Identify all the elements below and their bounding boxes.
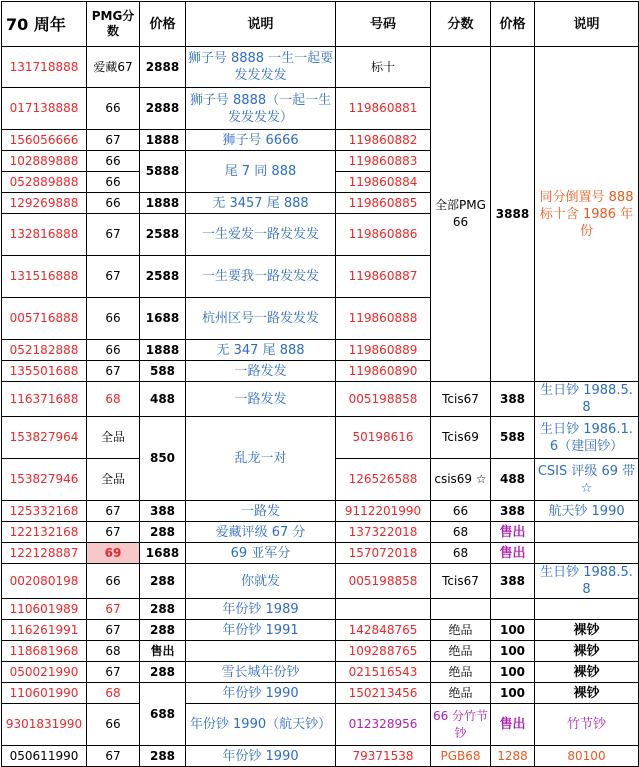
description-cell-2: 生日钞 1988.5.8	[535, 564, 639, 599]
description-cell: 一路发发	[186, 361, 336, 382]
description-cell: 狮子号 6666	[186, 130, 336, 151]
price-cell-2: 1288	[491, 746, 535, 767]
serial-number: 110601990	[2, 683, 87, 704]
description-cell: 一生爱发一路发发发	[186, 214, 336, 256]
serial-number-2: 137322018	[336, 522, 431, 543]
price-cell: 1888	[140, 340, 186, 361]
description-cell: 无 3457 尾 888	[186, 193, 336, 214]
price-cell-2: 售出	[491, 522, 535, 543]
description-cell: 雪长城年份钞	[186, 662, 336, 683]
price-cell: 688	[140, 683, 186, 746]
header-pmg-score: PMG分数	[87, 2, 140, 47]
table-row	[2, 382, 639, 417]
description-cell: 尾 7 同 888	[186, 151, 336, 193]
price-cell: 288	[140, 564, 186, 599]
serial-number-2: 标十	[336, 47, 431, 88]
description-cell: 爱藏评级 67 分	[186, 522, 336, 543]
table-row	[2, 417, 639, 459]
grade-score: 全品	[87, 459, 140, 501]
serial-number: 131516888	[2, 256, 87, 298]
serial-number: 005716888	[2, 298, 87, 340]
description-cell-2: 同分倒置号 888 标十含 1986 年份	[535, 47, 639, 382]
serial-number-2: 119860883	[336, 151, 431, 172]
table-row	[2, 662, 639, 683]
grade-score-2: Tcis67	[431, 382, 491, 417]
serial-number-2: 119860884	[336, 172, 431, 193]
price-cell-2: 388	[491, 564, 535, 599]
description-cell: 杭州区号一路发发发	[186, 298, 336, 340]
price-cell: 1888	[140, 193, 186, 214]
price-cell-2: 388	[491, 501, 535, 522]
header-description: 说明	[186, 2, 336, 47]
price-cell-2: 488	[491, 459, 535, 501]
grade-score: 66	[87, 564, 140, 599]
serial-number: 9301831990	[2, 704, 87, 746]
price-cell-2: 388	[491, 382, 535, 417]
grade-score-2	[431, 599, 491, 620]
table-row	[2, 704, 639, 746]
description-cell-2: 裸钞	[535, 683, 639, 704]
price-cell: 2588	[140, 214, 186, 256]
price-cell: 588	[140, 361, 186, 382]
grade-score: 67	[87, 361, 140, 382]
price-cell: 288	[140, 599, 186, 620]
serial-number-2: 157072018	[336, 543, 431, 564]
table-row	[2, 564, 639, 599]
table-row	[2, 47, 639, 88]
grade-score: 66	[87, 88, 140, 130]
serial-number-2: 9112201990	[336, 501, 431, 522]
grade-score: 68	[87, 641, 140, 662]
serial-number-2: 012328956	[336, 704, 431, 746]
serial-number: 102889888	[2, 151, 87, 172]
serial-number: 135501688	[2, 361, 87, 382]
serial-number-2: 119860889	[336, 340, 431, 361]
serial-number: 050021990	[2, 662, 87, 683]
grade-score-2: 绝品	[431, 683, 491, 704]
description-cell: 年份钞 1990（航天钞）	[186, 704, 336, 746]
table-row	[2, 543, 639, 564]
serial-number: 002080198	[2, 564, 87, 599]
table-row	[2, 522, 639, 543]
description-cell-2: 生日钞 1988.5.8	[535, 382, 639, 417]
table-row	[2, 620, 639, 641]
serial-number: 116261991	[2, 620, 87, 641]
serial-number-2: 119860888	[336, 298, 431, 340]
price-cell: 2588	[140, 256, 186, 298]
price-cell: 5888	[140, 151, 186, 193]
description-cell: 年份钞 1989	[186, 599, 336, 620]
serial-number: 129269888	[2, 193, 87, 214]
grade-score: 67	[87, 130, 140, 151]
description-cell-2: 80100	[535, 746, 639, 767]
serial-number: 131718888	[2, 47, 87, 88]
price-cell: 288	[140, 522, 186, 543]
grade-score: 67	[87, 501, 140, 522]
description-cell: 乱龙一对	[186, 417, 336, 501]
description-cell-2	[535, 599, 639, 620]
header-price: 价格	[140, 2, 186, 47]
description-cell: 无 347 尾 888	[186, 340, 336, 361]
grade-score: 66	[87, 193, 140, 214]
header-score: 分数	[431, 2, 491, 47]
grade-score: 67	[87, 746, 140, 767]
description-cell-2: 生日钞 1986.1.6（建国钞）	[535, 417, 639, 459]
header-description-2: 说明	[535, 2, 639, 47]
grade-score-2: Tcis67	[431, 564, 491, 599]
description-cell-2: 竹节钞	[535, 704, 639, 746]
description-cell-2: CSIS 评级 69 带☆	[535, 459, 639, 501]
grade-score: 67	[87, 662, 140, 683]
price-cell-2: 588	[491, 417, 535, 459]
header-price-2: 价格	[491, 2, 535, 47]
grade-score: 67	[87, 620, 140, 641]
serial-number: 110601989	[2, 599, 87, 620]
serial-number-2: 150213456	[336, 683, 431, 704]
description-cell: 年份钞 1991	[186, 620, 336, 641]
serial-number: 132816888	[2, 214, 87, 256]
serial-number-2	[336, 599, 431, 620]
price-cell: 1688	[140, 543, 186, 564]
description-cell: 69 亚军分	[186, 543, 336, 564]
serial-number-2: 109288765	[336, 641, 431, 662]
price-cell-2: 100	[491, 662, 535, 683]
description-cell: 一路发发	[186, 382, 336, 417]
price-cell: 2888	[140, 88, 186, 130]
grade-score-2: 68	[431, 543, 491, 564]
grade-score-2: 绝品	[431, 620, 491, 641]
description-cell	[186, 641, 336, 662]
serial-number: 153827964	[2, 417, 87, 459]
grade-score: 66	[87, 172, 140, 193]
grade-score: 66	[87, 151, 140, 172]
serial-number: 052889888	[2, 172, 87, 193]
serial-number: 052182888	[2, 340, 87, 361]
description-cell: 你就发	[186, 564, 336, 599]
description-cell: 年份钞 1990	[186, 683, 336, 704]
grade-score: 全品	[87, 417, 140, 459]
price-cell: 1888	[140, 130, 186, 151]
grade-score-2: PGB68	[431, 746, 491, 767]
table-row	[2, 746, 639, 767]
grade-score: 爱藏67	[87, 47, 140, 88]
grade-score-2: 66	[431, 501, 491, 522]
serial-number-2: 119860887	[336, 256, 431, 298]
serial-number: 122128887	[2, 543, 87, 564]
serial-number: 118681968	[2, 641, 87, 662]
price-cell: 售出	[140, 641, 186, 662]
table-row	[2, 683, 639, 704]
serial-number-2: 50198616	[336, 417, 431, 459]
serial-number-2: 119860890	[336, 361, 431, 382]
serial-number: 156056666	[2, 130, 87, 151]
grade-score: 68	[87, 683, 140, 704]
grade-score-2: Tcis69	[431, 417, 491, 459]
grade-score: 66	[87, 340, 140, 361]
description-cell: 年份钞 1990	[186, 746, 336, 767]
serial-number: 125332168	[2, 501, 87, 522]
grade-score: 69	[87, 543, 140, 564]
price-list-table	[1, 1, 639, 767]
serial-number-2: 126526588	[336, 459, 431, 501]
price-cell: 288	[140, 662, 186, 683]
grade-score-2: csis69 ☆	[431, 459, 491, 501]
header-anniversary: 70 周年	[2, 2, 87, 47]
table-row	[2, 599, 639, 620]
grade-score: 67	[87, 522, 140, 543]
serial-number-2: 79371538	[336, 746, 431, 767]
grade-score: 66	[87, 298, 140, 340]
serial-number-2: 119860881	[336, 88, 431, 130]
serial-number: 050611990	[2, 746, 87, 767]
grade-score: 67	[87, 256, 140, 298]
description-cell: 狮子号 8888 一生一起要发发发发	[186, 47, 336, 88]
grade-score: 66	[87, 704, 140, 746]
grade-score: 67	[87, 214, 140, 256]
serial-number: 017138888	[2, 88, 87, 130]
price-cell-2: 100	[491, 620, 535, 641]
price-cell-2: 3888	[491, 47, 535, 382]
description-cell-2: 裸钞	[535, 620, 639, 641]
table-row	[2, 641, 639, 662]
grade-score-2: 全部PMG66	[431, 47, 491, 382]
description-cell-2	[535, 543, 639, 564]
price-cell: 2888	[140, 47, 186, 88]
description-cell-2	[535, 522, 639, 543]
description-cell: 狮子号 8888（一起一生发发发发）	[186, 88, 336, 130]
serial-number-2: 119860882	[336, 130, 431, 151]
price-cell: 850	[140, 417, 186, 501]
grade-score-2: 68	[431, 522, 491, 543]
price-cell-2: 100	[491, 641, 535, 662]
serial-number-2: 005198858	[336, 564, 431, 599]
price-cell-2	[491, 599, 535, 620]
grade-score: 68	[87, 382, 140, 417]
price-cell-2: 售出	[491, 543, 535, 564]
serial-number: 153827946	[2, 459, 87, 501]
grade-score-2: 绝品	[431, 641, 491, 662]
price-cell: 488	[140, 382, 186, 417]
description-cell: 一生要我一路发发发	[186, 256, 336, 298]
price-cell: 288	[140, 620, 186, 641]
serial-number-2: 119860886	[336, 214, 431, 256]
price-cell: 1688	[140, 298, 186, 340]
serial-number: 122132168	[2, 522, 87, 543]
serial-number-2: 021516543	[336, 662, 431, 683]
price-cell-2: 售出	[491, 704, 535, 746]
header-number: 号码	[336, 2, 431, 47]
description-cell-2: 裸钞	[535, 662, 639, 683]
table-row	[2, 501, 639, 522]
price-cell: 288	[140, 746, 186, 767]
price-cell-2: 100	[491, 683, 535, 704]
serial-number-2: 119860885	[336, 193, 431, 214]
serial-number-2: 142848765	[336, 620, 431, 641]
grade-score: 67	[87, 599, 140, 620]
header-row	[2, 2, 639, 47]
description-cell-2: 裸钞	[535, 641, 639, 662]
price-cell: 388	[140, 501, 186, 522]
description-cell-2: 航天钞 1990	[535, 501, 639, 522]
description-cell: 一路发	[186, 501, 336, 522]
grade-score-2: 绝品	[431, 662, 491, 683]
grade-score-2: 66 分竹节钞	[431, 704, 491, 746]
serial-number: 116371688	[2, 382, 87, 417]
serial-number-2: 005198858	[336, 382, 431, 417]
